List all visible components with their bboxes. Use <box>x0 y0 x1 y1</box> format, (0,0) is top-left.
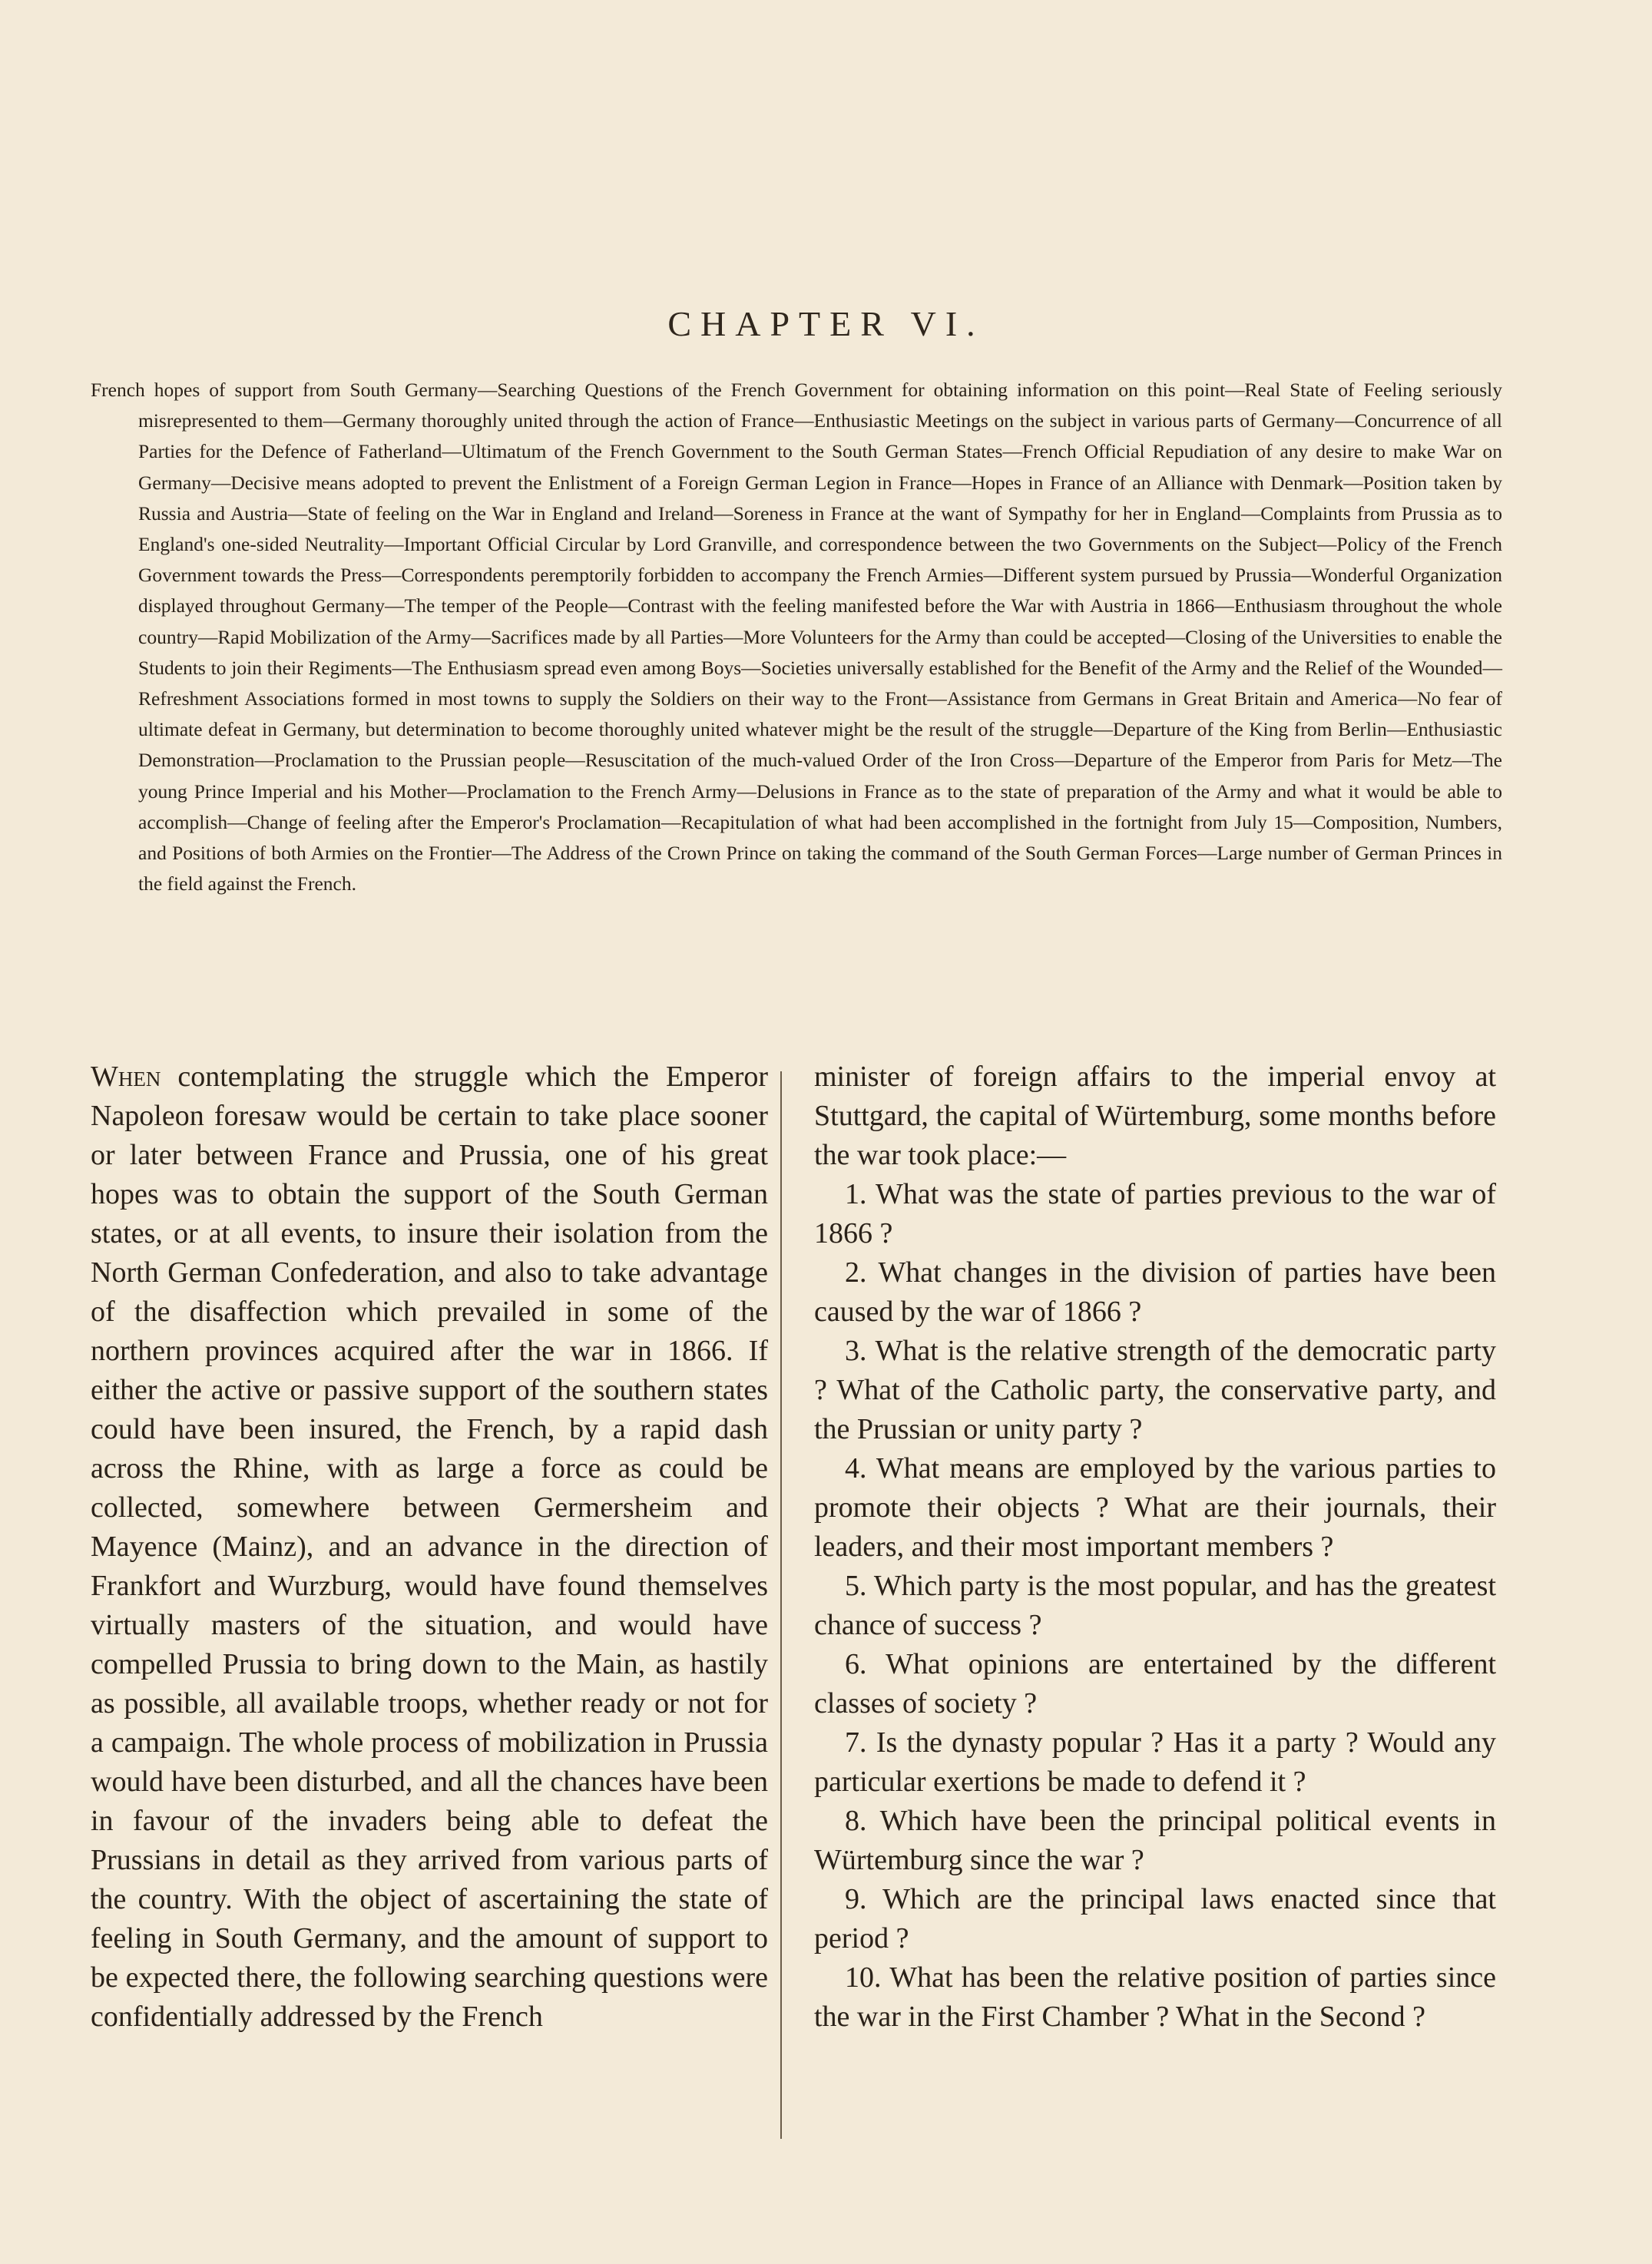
right-column <box>814 1058 1496 2037</box>
question-item: 1. What was the state of parties previous to the war of 1866 ? <box>814 1178 1496 1250</box>
chapter-title: CHAPTER VI. <box>667 304 985 343</box>
question-item: 3. What is the relative strength of the democratic party ? What of the Catholic party, the conservative party, and the Prussian or unity party ? <box>814 1335 1496 1445</box>
column-divider <box>780 1071 782 2139</box>
question-item: 5. Which party is the most popular, and has the greatest chance of success ? <box>814 1570 1496 1641</box>
question-item: 6. What opinions are entertained by the different classes of society ? <box>814 1648 1496 1720</box>
question-item: 2. What changes in the division of parties have been caused by the war of 1866 ? <box>814 1256 1496 1328</box>
left-column-paragraph <box>91 1058 768 2037</box>
synopsis-text: French hopes of support from South Germany—Searching Questions of the French Government for obtaining information on this point—Real State of Feeling seriously misrepresented to them—Germany thoroughly united through the action of France—Enthusiastic Meetings on the subject in various parts of Germany—Concurrence of all Parties for the Defence of Fatherland—Ultimatum of the French Government to the South German States—French Official Repudiation of any desire to make War on Germany—Decisive means adopted to prevent the Enlistment of a Foreign German Legion in France—Hopes in France of an Alliance with Denmark—Position taken by Russia and Austria—State of feeling on the War in England and Ireland—Soreness in France at the want of Sympathy for her in England—Complaints from Prussia as to England's one-sided Neutrality—Important Official Circular by Lord Granville, and correspondence between the two Governments on the Subject—Policy of the French Government towards the Press—Correspondents peremptorily forbidden to accompany the French Armies—Different system pursued by Prussia—Wonderful Organization displayed throughout Germany—The temper of the People—Contrast with the feeling manifested before the War with Austria in 1866—Enthusiasm throughout the whole country—Rapid Mobilization of the Army—Sacrifices made by all Parties—More Volunteers for the Army than could be accepted—Closing of the Universities to enable the Students to join their Regiments—The Enthusiasm spread even among Boys—Societies universally established for the Benefit of the Army and the Relief of the Wounded—Refreshment Associations formed in most towns to supply the Soldiers on their way to the Front—Assistance from Germans in Great Britain and America—No fear of ultimate defeat in Germany, but determination to become thoroughly united whatever might be the result of the struggle—Departure of the King from Berlin—Enthusiastic Demonstration—Proclamation to the Prussian people—Resuscitation of the much-valued Order of the Iron Cross—Departure of the Emperor from Paris for Metz—The young Prince Imperial and his Mother—Proclamation to the French Army—Delusions in France as to the state of preparation of the Army and what it would be able to accomplish—Change of feeling after the Emperor's Proclamation—Recapitulation of what had been accomplished in the fortnight from July 15—Composition, Numbers, and Positions of both Armies on the Frontier—The Address of the Crown Prince on taking the command of the South German Forces—Large number of German Princes in the field against the French. <box>91 379 1502 895</box>
question-item: 9. Which are the principal laws enacted since that period ? <box>814 1883 1496 1955</box>
question-item: 4. What means are employed by the various parties to promote their objects ? What are their journals, their leaders, and their most important members ? <box>814 1452 1496 1563</box>
question-item: 10. What has been the relative position of parties since the war in the First Chamber ? What in the Second ? <box>814 1961 1496 2033</box>
chapter-synopsis <box>91 375 1502 899</box>
question-item: 8. Which have been the principal political events in Würtemburg since the war ? <box>814 1805 1496 1876</box>
left-column <box>91 1058 768 2037</box>
left-column-text: contemplating the struggle which the Emperor Napoleon foresaw would be certain to take place sooner or later between France and Prussia, one of his great hopes was to obtain the support of the South German states, or at all events, to insure their isolation from the North German Confederation, and also to take advantage of the disaffection which prevailed in some of the northern provinces acquired after the war in 1866. If either the active or passive support of the southern states could have been insured, the French, by a rapid dash across the Rhine, with as large a force as could be collected, somewhere between Germersheim and Mayence (Mainz), and an advance in the direction of Frankfort and Wurzburg, would have found themselves virtually masters of the situation, and would have compelled Prussia to bring down to the Main, as hastily as possible, all available troops, whether ready or not for a campaign. The whole process of mobilization in Prussia would have been disturbed, and all the chances have been in favour of the invaders being able to defeat the Prussians in detail as they arrived from various parts of the country. With the object of ascertaining the state of feeling in South Germany, and the amount of support to be expected there, the following searching questions were confidentially addressed by the French <box>91 1061 768 2033</box>
question-item: 7. Is the dynasty popular ? Has it a party ? Would any particular exertions be made to defend it ? <box>814 1726 1496 1798</box>
right-column-intro: minister of foreign affairs to the imperial envoy at Stuttgard, the capital of Würtemburg, some months before the war took place:— <box>814 1061 1496 1171</box>
opening-word: When <box>91 1061 161 1093</box>
